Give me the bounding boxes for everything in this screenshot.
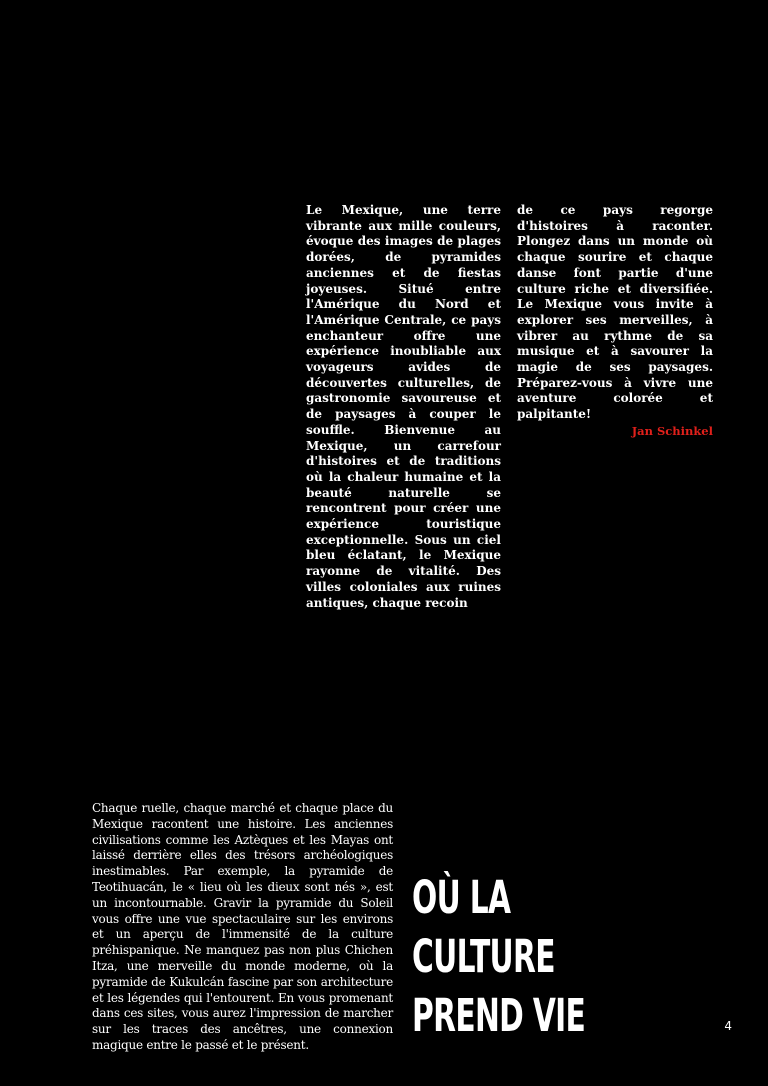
intro-text-part-1: Le Mexique, une terre vibrante aux mille couleurs, évoque des images de plages dorées, de pyramides anciennes et de fiestas joyeuses. Situé entre l'Amérique du Nord et l'Amérique Centrale, ce pays enchanteur offre une expérience inoubliable aux voyageurs avides de découvertes culturelles, de gastronomie savoureuse et de paysages à couper le souffle. Bienvenue au Mexique, un carrefour d'histoires et de traditions où la chaleur humaine et la beauté naturelle se rencontrent pour créer une expérience touristique exceptionnelle. Sous un ciel bleu éclatant, le Mexique rayonne de vitalité. Des villes coloniales aux ruines antiques, chaque recoin <box>306 203 501 610</box>
headline-line-2: CULTURE <box>412 930 555 983</box>
intro-text-part-2: de ce pays regorge d'histoires à raconter. Plongez dans un monde où chaque sourire et chaque danse font partie d'une culture riche et diversifiée. Le Mexique vous invite à explorer ses merveilles, à vibrer au rythme de sa musique et à savourer la magie de ses paysages. Préparez-vous à vivre une aventure colorée et palpitante! <box>517 203 713 422</box>
author-signature: Jan Schinkel <box>631 423 713 438</box>
section-headline <box>412 868 586 1045</box>
intro-column-2 <box>517 203 713 440</box>
page-number: 4 <box>724 1019 732 1033</box>
headline-line-1: OÙ LA <box>412 871 511 924</box>
intro-column-1 <box>306 203 501 611</box>
article-body: Chaque ruelle, chaque marché et chaque place du Mexique racontent une histoire. Les anciennes civilisations comme les Aztèques et les Mayas ont laissé derrière elles des trésors archéologiques inestimables. Par exemple, la pyramide de Teotihuacán, le « lieu où les dieux sont nés », est un incontournable. Gravir la pyramide du Soleil vous offre une vue spectaculaire sur les environs et un aperçu de l'immensité de la culture préhispanique. Ne manquez pas non plus Chichen Itza, une merveille du monde moderne, où la pyramide de Kukulcán fascine par son architecture et les légendes qui l'entourent. En vous promenant dans ces sites, vous aurez l'impression de marcher sur les traces des ancêtres, une connexion magique entre le passé et le présent. <box>92 801 393 1052</box>
headline-line-3: PREND VIE <box>412 989 586 1042</box>
